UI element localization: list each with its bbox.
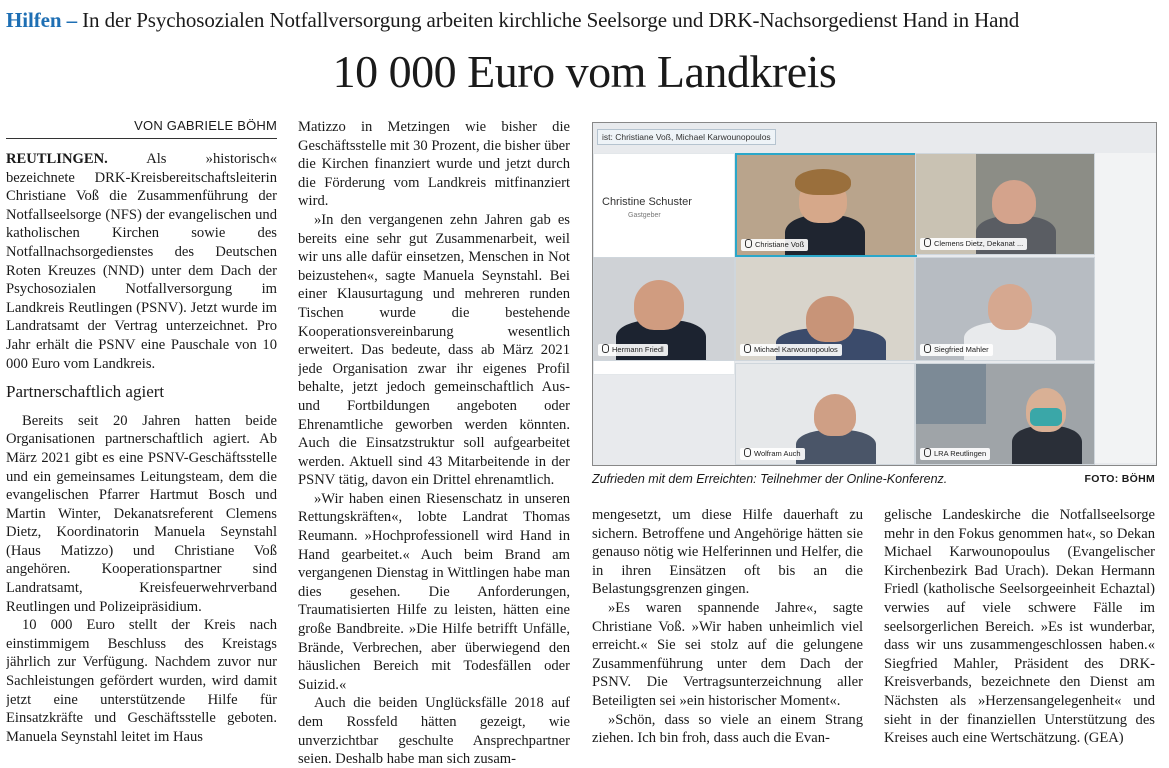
tile-label: Clemens Dietz, Dekanat ...: [934, 239, 1024, 248]
photo-header-label: ist: Christiane Voß, Michael Karwounopoulos: [597, 129, 776, 145]
microphone-icon: [924, 238, 931, 247]
paragraph: »Schön, dass so viele an einem Strang ziehen. Ich bin froh, dass auch die Evan-: [592, 711, 863, 747]
tile-label: Hermann Friedl: [612, 345, 664, 354]
paragraph: gelische Landeskirche die Notfallseelsorge mehr in den Fokus genommen hat«, so Dekan Michael Karwounopoulus (Evangelischer Kirchenbezirk Bad Urach). Dekan Hermann Friedl (katholische Seelsorgeeinheit Echaztal) verwies auf viele schwere Fälle im seelsorgerlichen Bereich. »Es ist wunderbar, dass wir uns zusammengeschlossen haben.« Siegfried Mahler, Präsident des DRK-Kreisverbands, bezeichnete den Dienst am Nächsten als »Herzensangelegenheit« und sieht in der finanziellen Unterstützung des Kreises auch eine Wertschätzung. (GEA): [884, 507, 1155, 747]
photo-credit: FOTO: BÖHM: [1084, 473, 1155, 485]
paragraph: Matizzo in Metzingen wie bisher die Geschäftsstelle mit 30 Prozent, die bisher über die Kirchen finanziert wurde und jetzt durch die Förderung vom Landkreis mitfinanziert wird.: [298, 119, 570, 210]
video-tile: [915, 153, 1095, 255]
kicker-dash: –: [66, 8, 77, 32]
byline: VON GABRIELE BÖHM: [134, 118, 277, 133]
kicker-line: [6, 8, 1166, 33]
tile-label: Michael Karwounopoulos: [754, 345, 838, 354]
microphone-icon: [924, 448, 931, 457]
article-column-4: [884, 506, 1155, 768]
dateline: REUTLINGEN.: [6, 151, 108, 167]
paragraph: 10 000 Euro stellt der Kreis nach einstimmigem Beschluss des Kreistags jährlich zur Verfügung. Nachdem zuvor nur Sachleistungen gefördert wurden, wird damit jetzt eine unterstützende Hilfe für Einsatzkräfte und Geschäftsstelle geboten. Manuela Seynstahl leitet im Haus: [6, 617, 277, 745]
paragraph: mengesetzt, um diese Hilfe dauerhaft zu sichern. Betroffene und Angehörige hätten sie genauso nötig wie Helferinnen und Helfer, die in ihren Einsätzen oft bis an die Belastungsgrenzen gingen.: [592, 507, 863, 598]
video-tile: [735, 363, 915, 465]
presenter-name: Christine Schuster: [602, 196, 692, 208]
tile-label: Wolfram Auch: [754, 449, 801, 458]
microphone-icon: [924, 344, 931, 353]
microphone-icon: [745, 239, 752, 248]
article-column-1: [6, 150, 277, 768]
lead-paragraph: [6, 150, 277, 373]
video-tile: [735, 153, 917, 257]
paragraph: »Es waren spannende Jahre«, sagte Christiane Voß. »Wir haben unheimlich viel erreicht.« Sie sei stolz auf die gelungene Zusammenführung unter dem Dach der PSNV. Die Vertragsunterzeichnung aller Beteiligten sei »ein historischer Moment«.: [592, 599, 863, 709]
lead-text: Als »historisch« bezeichnete DRK-Kreisbereitschaftsleiterin Christiane Voß die Zusammenführung der Notfallseelsorge (NFS) der evangelischen und katholischen Kirchen sowie des Notfallnachsorgedienstes des Deutschen Roten Kreuzes (NND) unter dem Dach der Psychosozialen Notfallversorgung im Landkreis Reutlingen (PSNV). Jetzt wurde im Landratsamt der Vertrag unterzeichnet. Pro Jahr erhält die PSNV eine Pauschale von 10 000 Euro vom Landkreis.: [6, 151, 277, 372]
article-column-2: [298, 118, 570, 768]
subheading: Partnerschaftlich agiert: [6, 382, 165, 402]
paragraph: »In den vergangenen zehn Jahren gab es bereits eine sehr gut Zusammenarbeit, weil wir uns alle dafür einsetzen, Menschen in Not beizustehen«, sagte Manuela Seynstahl. Bei einer Klausurtagung und mehreren runden Tischen wurde die bestehende Kooperationsvereinbarung wesentlich erweitert. Das bedeute, dass ab März 2021 jede Organisation zwar ihr eigenes Profil behalte, jetzt jedoch gemeinschaftlich Aus- und Fortbildungen angeboten oder Ehrenamtliche geworben werden könnten. Auch die Einsatzstruktur soll aufgearbeitet werden. Aktuell sind 43 Mitarbeitende in der PSNV tätig, davon ein Drittel ehrenamtlich.: [298, 211, 570, 489]
paragraph: Bereits seit 20 Jahren hatten beide Organisationen partnerschaftlich agiert. Ab März 2021 gibt es eine PSNV-Geschäftsstelle und ein gemeinsames Leitungsteam, dem die evangelischen Pfarrer Hartmut Bosch und Martin Winter, Dekanatsreferent Clemens Dietz, Koordinatorin Manuela Seynstahl (Haus Matizzo) und Christiane Voß angehören. Kooperationspartner sind Landratsamt, Kreisfeuerwehrverband Reutlingen und Polizeipräsidium.: [6, 412, 277, 615]
video-tile: [593, 257, 735, 361]
kicker-keyword: Hilfen: [6, 8, 62, 32]
tile-label: Siegfried Mahler: [934, 345, 989, 354]
tile-label: Christiane Voß: [755, 240, 805, 249]
kicker-text: In der Psychosozialen Notfallversorgung arbeiten kirchliche Seelsorge und DRK-Nachsorgedienst Hand in Hand: [82, 8, 1020, 32]
article-column-3: [592, 506, 863, 768]
microphone-icon: [744, 344, 751, 353]
headline: 10 000 Euro vom Landkreis: [332, 46, 837, 97]
video-tile: [915, 257, 1095, 361]
photo-caption: [592, 472, 1155, 490]
paragraph: Auch die beiden Unglücksfälle 2018 auf dem Rossfeld hätten gezeigt, wie unverzichtbar geschulte Ansprechpartner seien. Deshalb habe man sich zusam-: [298, 695, 570, 768]
presenter-role: Gastgeber: [628, 212, 661, 219]
video-tile: [735, 257, 915, 361]
paragraph: »Wir haben einen Riesenschatz in unseren Rettungskräften«, lobte Landrat Thomas Reumann. »Hochprofessionell wird Hand in Hand gearbeitet.« Auch beim Brand am vergangenen Dienstag in Wittlingen habe man dies gesehen. Die Anforderungen, Traumatisierten Hilfe zu leisten, hätten eine große Bandbreite. »Die Hilfe betrifft Unfälle, Brände, Verbrechen, aber überwiegend den häuslichen Bereich mit Todesfällen oder Suizid.«: [298, 490, 570, 693]
tile-label: LRA Reutlingen: [934, 449, 987, 458]
byline-rule: [6, 138, 277, 139]
video-tile: [915, 363, 1095, 465]
caption-text: Zufrieden mit dem Erreichten: Teilnehmer der Online-Konferenz.: [592, 472, 948, 486]
conference-photo: [592, 122, 1157, 466]
microphone-icon: [744, 448, 751, 457]
microphone-icon: [602, 344, 609, 353]
